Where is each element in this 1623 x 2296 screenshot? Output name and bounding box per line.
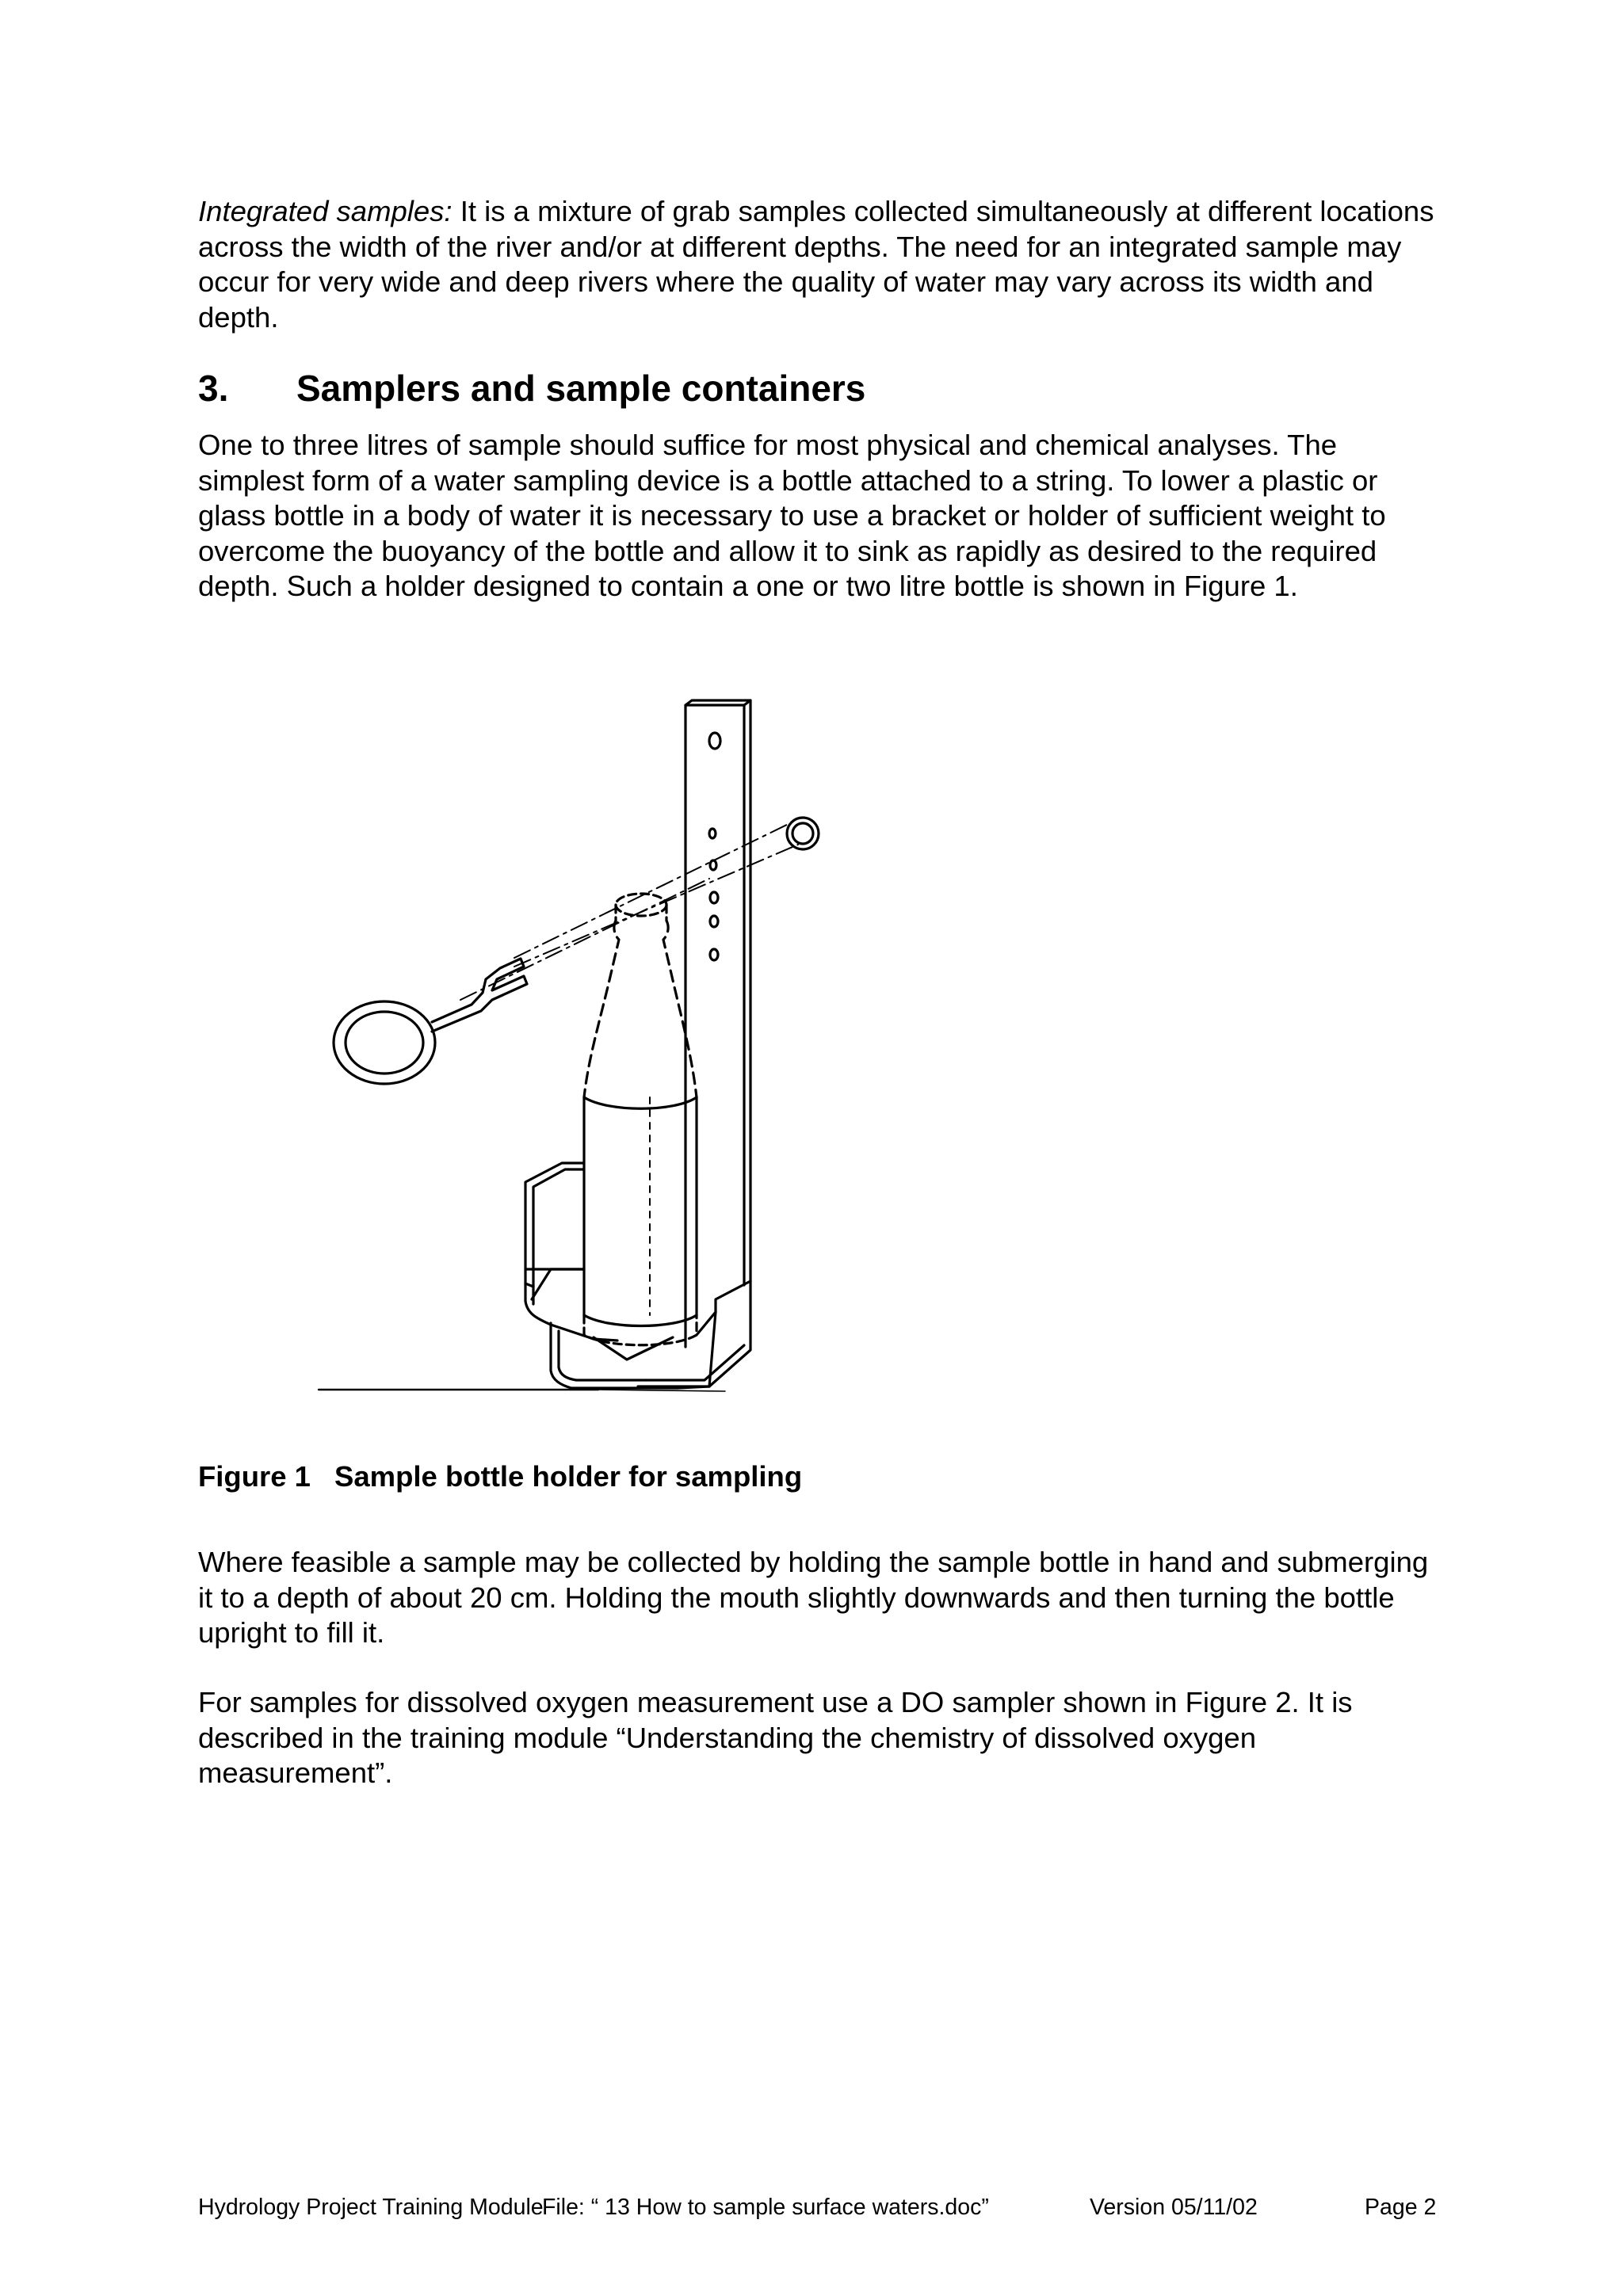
term-integrated-samples: Integrated samples:	[198, 195, 453, 227]
footer-page-number: Page 2	[1365, 2195, 1437, 2220]
section-title: Samplers and sample containers	[296, 368, 866, 409]
figure-bottle-holder	[313, 697, 868, 1426]
bottle-holder-illustration	[313, 697, 868, 1426]
ground-line-fade	[598, 1390, 725, 1391]
paragraph-integrated-body: It is a mixture of grab samples collected simultaneously at different locations across the width of the river and/or at different depths. The need for an integrated sample may occur for very wide and deep rivers where the quality of water may vary across its width and depth.	[198, 195, 1434, 334]
figure-caption	[198, 1459, 802, 1494]
footer-file-name: File: “ 13 How to sample surface waters.doc”	[542, 2195, 989, 2220]
section-number: 3.	[198, 368, 229, 409]
figure-label: Figure 1	[198, 1460, 311, 1493]
footer-version: Version 05/11/02	[1090, 2195, 1258, 2220]
paragraph-samplers: One to three litres of sample should suffice for most physical and chemical analyses. The simplest form of a water sampling device is a bottle attached to a string. To lower a plastic or glass bottle in a body of water it is necessary to use a bracket or holder of sufficient weight to overcome the buoyancy of the bottle and allow it to sink as rapidly as desired to the required depth. Such a holder designed to contain a one or two litre bottle is shown in Figure 1.	[198, 429, 1386, 602]
holder-upright-bar	[685, 700, 750, 1347]
paragraph-integrated-samples	[198, 194, 1434, 335]
sample-bottle	[584, 894, 697, 1345]
paragraph-do-sampler: For samples for dissolved oxygen measurement use a DO sampler shown in Figure 2. It is described in the training module “Understanding the chemistry of dissolved oxygen measurement”.	[198, 1686, 1353, 1789]
footer-module-name: Hydrology Project Training Module	[198, 2195, 544, 2220]
holder-cradle	[525, 1163, 750, 1388]
figure-caption-text: Sample bottle holder for sampling	[334, 1460, 803, 1493]
paragraph-hand-sampling: Where feasible a sample may be collected by holding the sample bottle in hand and submerging it to a depth of about 20 cm. Holding the mouth slightly downwards and then turning the bottle upright to fill it.	[198, 1546, 1429, 1649]
carrying-handle	[334, 959, 527, 1084]
page-footer	[198, 2193, 1437, 2222]
section-heading	[198, 366, 865, 410]
